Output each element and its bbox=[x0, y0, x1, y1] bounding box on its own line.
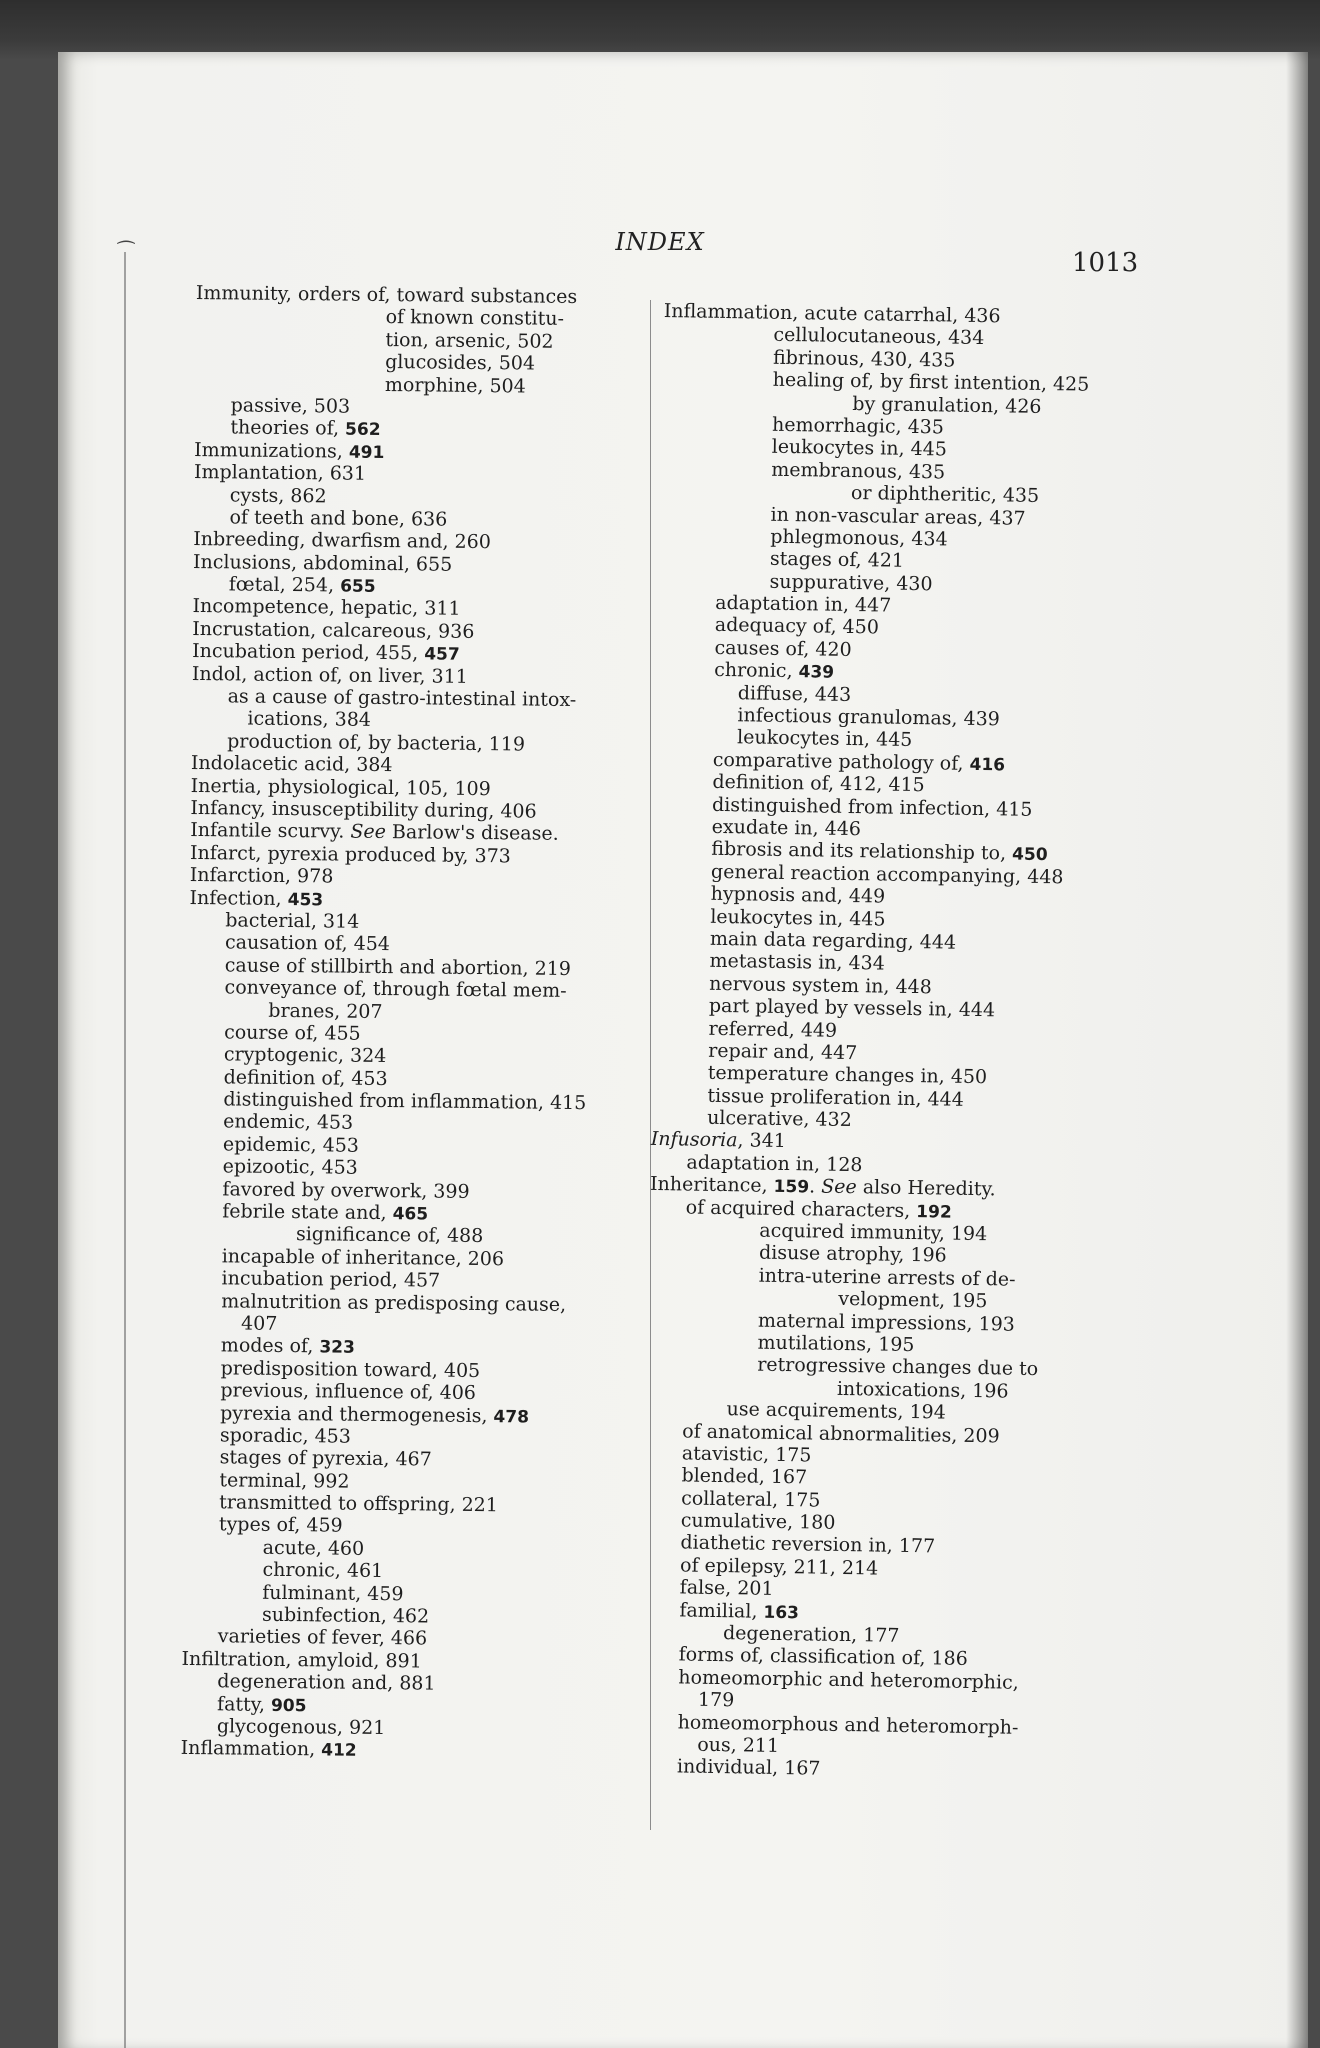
entry-text: leukocytes in, 445 bbox=[736, 726, 913, 752]
entry-text: Incrustation, calcareous, 936 bbox=[192, 617, 475, 643]
entry-text: conveyance of, through fœtal mem- bbox=[224, 976, 567, 1003]
entry-text: febrile state and, bbox=[222, 1200, 393, 1225]
entry-text: production of, by bacteria, 119 bbox=[227, 730, 526, 756]
entry-text: exudate in, 446 bbox=[711, 815, 862, 841]
entry-text: 179 bbox=[697, 1688, 735, 1712]
index-entry bbox=[188, 976, 648, 1003]
entry-text: incubation period, 457 bbox=[221, 1267, 441, 1292]
entry-text: of known constitu- bbox=[385, 306, 565, 331]
entry-text: temperature changes in, 450 bbox=[707, 1062, 988, 1089]
entry-text: adaptation in, 128 bbox=[686, 1151, 863, 1177]
page-number: 1013 bbox=[1072, 248, 1139, 278]
entry-text: infectious granulomas, 439 bbox=[737, 704, 1001, 731]
entry-text: branes, 207 bbox=[268, 999, 383, 1023]
page-gutter-edge bbox=[124, 252, 126, 2048]
entry-text: types of, 459 bbox=[218, 1513, 343, 1538]
entry-text: malnutrition as predisposing cause, bbox=[221, 1289, 567, 1316]
entry-text: fibrosis and its relationship to, bbox=[711, 838, 1013, 865]
running-head: INDEX bbox=[615, 228, 705, 256]
entry-text: Incompetence, hepatic, 311 bbox=[192, 595, 461, 621]
entry-text: diffuse, 443 bbox=[737, 681, 852, 706]
entry-text: adaptation in, 447 bbox=[715, 591, 892, 617]
entry-text: retrogressive changes due to bbox=[757, 1353, 1039, 1381]
entry-text: acute, 460 bbox=[262, 1536, 365, 1560]
entry-text: incapable of inheritance, 206 bbox=[221, 1245, 505, 1271]
entry-bold-page: 905 bbox=[270, 1695, 307, 1716]
entry-text: , 341 bbox=[737, 1129, 787, 1153]
entry-text: cumulative, 180 bbox=[680, 1509, 836, 1534]
entry-text: membranous, 435 bbox=[771, 458, 946, 484]
entry-text: repair and, 447 bbox=[708, 1039, 858, 1065]
entry-text: Inclusions, abdominal, 655 bbox=[192, 550, 453, 576]
entry-text: also Heredity. bbox=[856, 1176, 996, 1201]
entry-text: nervous system in, 448 bbox=[709, 972, 933, 999]
entry-text: epidemic, 453 bbox=[222, 1133, 360, 1157]
entry-text: definition of, 453 bbox=[223, 1066, 388, 1090]
entry-text: maternal impressions, 193 bbox=[757, 1309, 1016, 1336]
entry-text: Inflammation, bbox=[180, 1737, 322, 1761]
entry-bold-page: 562 bbox=[344, 419, 381, 441]
entry-bold-page: 450 bbox=[1011, 844, 1048, 866]
entry-text: suppurative, 430 bbox=[769, 570, 933, 595]
entry-text: Indolacetic acid, 384 bbox=[190, 752, 393, 777]
entry-text: tissue proliferation in, 444 bbox=[707, 1084, 964, 1111]
entry-text: mutilations, 195 bbox=[757, 1331, 915, 1357]
entry-bold-page: 655 bbox=[340, 576, 376, 597]
entry-text: intoxications, 196 bbox=[836, 1377, 1009, 1403]
entry-text: Inbreeding, dwarfism and, 260 bbox=[193, 528, 491, 554]
index-column-left bbox=[181, 282, 656, 1765]
entry-text: atavistic, 175 bbox=[681, 1442, 812, 1467]
entry-bold-page: 412 bbox=[321, 1740, 357, 1762]
entry-text: pyrexia and thermogenesis, bbox=[220, 1401, 494, 1427]
entry-text: glucosides, 504 bbox=[385, 351, 536, 375]
entry-text: morphine, 504 bbox=[384, 373, 526, 398]
entry-text: previous, influence of, 406 bbox=[220, 1379, 477, 1405]
entry-italic-text: See bbox=[350, 821, 387, 844]
entry-text: chronic, 461 bbox=[262, 1559, 384, 1583]
entry-text: blended, 167 bbox=[681, 1464, 808, 1489]
entry-text: diathetic reversion in, 177 bbox=[680, 1531, 936, 1558]
entry-bold-page: 159 bbox=[773, 1177, 810, 1198]
entry-text: Infarct, pyrexia produced by, 373 bbox=[189, 841, 511, 868]
entry-italic-text: Infusoria bbox=[650, 1128, 738, 1152]
entry-bold-page: 163 bbox=[763, 1602, 800, 1623]
entry-text: leukocytes in, 445 bbox=[710, 905, 886, 931]
entry-bold-page: 491 bbox=[348, 442, 385, 463]
entry-text: modes of, bbox=[220, 1334, 320, 1358]
entry-text: in non-vascular areas, 437 bbox=[770, 503, 1026, 530]
entry-text: use acquirements, 194 bbox=[726, 1398, 947, 1424]
entry-text: of epilepsy, 211, 214 bbox=[679, 1554, 879, 1580]
entry-text: homeomorphic and heteromorphic, bbox=[678, 1666, 1019, 1694]
entry-text: transmitted to offspring, 221 bbox=[219, 1491, 499, 1517]
entry-text: distinguished from inflammation, 415 bbox=[223, 1088, 587, 1115]
entry-text: cryptogenic, 324 bbox=[223, 1043, 387, 1068]
entry-text: Implantation, 631 bbox=[193, 461, 367, 485]
entry-text: metastasis in, 434 bbox=[709, 950, 885, 975]
entry-text: epizootic, 453 bbox=[222, 1155, 358, 1179]
entry-bold-page: 453 bbox=[287, 889, 324, 910]
entry-text: glycogenous, 921 bbox=[216, 1715, 386, 1740]
entry-text: of teeth and bone, 636 bbox=[229, 506, 448, 531]
entry-text: false, 201 bbox=[679, 1576, 774, 1601]
entry-text: referred, 449 bbox=[708, 1017, 838, 1042]
entry-bold-page: 465 bbox=[392, 1204, 429, 1225]
entry-text: Infancy, insusceptibility during, 406 bbox=[190, 796, 537, 823]
entry-text: passive, 503 bbox=[230, 394, 351, 418]
entry-text: degeneration and, 881 bbox=[217, 1670, 436, 1695]
index-entry bbox=[181, 1737, 641, 1764]
entry-text: Barlow's disease. bbox=[385, 821, 559, 846]
entry-text: healing of, by first intention, 425 bbox=[772, 368, 1090, 396]
entry-text: definition of, 412, 415 bbox=[712, 771, 925, 797]
entry-text: fatty, bbox=[216, 1692, 272, 1716]
index-entry bbox=[183, 1513, 643, 1540]
entry-text: general reaction accompanying, 448 bbox=[710, 860, 1064, 889]
entry-text: chronic, bbox=[714, 659, 799, 683]
entry-text: hypnosis and, 449 bbox=[710, 882, 886, 908]
entry-text: Infiltration, amyloid, 891 bbox=[181, 1647, 422, 1673]
entry-text: Inheritance, bbox=[649, 1173, 774, 1198]
entry-text: homeomorphous and heteromorph- bbox=[677, 1711, 1019, 1739]
entry-text: part played by vessels in, 444 bbox=[708, 994, 996, 1022]
entry-bold-page: 478 bbox=[493, 1406, 530, 1428]
entry-text: Infection, bbox=[189, 886, 288, 910]
entry-text: causation of, 454 bbox=[224, 931, 391, 956]
entry-text: endemic, 453 bbox=[223, 1110, 354, 1135]
entry-text: main data regarding, 444 bbox=[709, 927, 957, 954]
entry-text: Inertia, physiological, 105, 109 bbox=[190, 774, 491, 800]
entry-text: distinguished from infection, 415 bbox=[711, 793, 1033, 821]
entry-text: ulcerative, 432 bbox=[706, 1106, 852, 1132]
entry-text: fibrinous, 430, 435 bbox=[772, 346, 956, 372]
gutter-mark: ⁀ bbox=[118, 240, 135, 264]
entry-text: phlegmonous, 434 bbox=[770, 525, 948, 551]
entry-text: cause of stillbirth and abortion, 219 bbox=[224, 954, 572, 980]
entry-text: stages of, 421 bbox=[769, 547, 905, 573]
entry-text: . bbox=[808, 1175, 822, 1198]
entry-text: acquired immunity, 194 bbox=[759, 1219, 988, 1246]
entry-text: Indol, action of, on liver, 311 bbox=[191, 662, 468, 688]
entry-text: significance of, 488 bbox=[295, 1223, 484, 1248]
entry-text: forms of, classification of, 186 bbox=[678, 1643, 968, 1671]
entry-text: by granulation, 426 bbox=[852, 392, 1042, 418]
entry-text: adequacy of, 450 bbox=[714, 614, 880, 639]
entry-text: varieties of fever, 466 bbox=[217, 1625, 428, 1650]
entry-text: ications, 384 bbox=[247, 707, 372, 732]
entry-text: theories of, bbox=[230, 416, 346, 440]
entry-text: velopment, 195 bbox=[838, 1288, 988, 1313]
entry-text: Infarction, 978 bbox=[189, 864, 334, 888]
entry-text: cellulocutaneous, 434 bbox=[773, 324, 985, 350]
entry-text: of acquired characters, bbox=[685, 1196, 917, 1222]
entry-bold-page: 323 bbox=[319, 1337, 355, 1359]
entry-italic-text: See bbox=[821, 1175, 857, 1199]
entry-text: Immunizations, bbox=[194, 438, 350, 463]
entry-text: causes of, 420 bbox=[714, 636, 852, 661]
entry-text: cysts, 862 bbox=[229, 483, 327, 507]
entry-text: Inflammation, acute catarrhal, 436 bbox=[663, 300, 1001, 328]
entry-text: Immunity, orders of, toward substances bbox=[195, 282, 578, 308]
entry-text: as a cause of gastro-intestinal intox- bbox=[227, 685, 577, 712]
entry-text: terminal, 992 bbox=[219, 1469, 350, 1493]
entry-text: degeneration, 177 bbox=[722, 1622, 900, 1647]
entry-text: fulminant, 459 bbox=[262, 1581, 404, 1605]
entry-text: fœtal, 254, bbox=[228, 573, 341, 597]
entry-text: Infantile scurvy. bbox=[190, 819, 351, 844]
entry-text: disuse atrophy, 196 bbox=[758, 1242, 947, 1267]
entry-text: Incubation period, 455, bbox=[192, 640, 425, 665]
entry-text: intra-uterine arrests of de- bbox=[758, 1264, 1016, 1291]
entry-text: subinfection, 462 bbox=[261, 1603, 430, 1628]
entry-text: favored by overwork, 399 bbox=[222, 1177, 470, 1203]
entry-text: 407 bbox=[240, 1312, 278, 1335]
entry-text: hemorrhagic, 435 bbox=[771, 413, 945, 439]
index-column-right bbox=[641, 300, 1124, 1785]
entry-text: familial, bbox=[679, 1599, 764, 1623]
entry-bold-page: 416 bbox=[969, 754, 1006, 776]
entry-text: leukocytes in, 445 bbox=[771, 436, 948, 461]
entry-text: sporadic, 453 bbox=[219, 1424, 352, 1448]
entry-text: comparative pathology of, bbox=[712, 748, 970, 775]
entry-text: or diphtheritic, 435 bbox=[850, 482, 1040, 508]
entry-bold-page: 457 bbox=[424, 644, 460, 666]
entry-text: predisposition toward, 405 bbox=[220, 1357, 481, 1382]
entry-bold-page: 192 bbox=[916, 1201, 952, 1223]
entry-text: individual, 167 bbox=[676, 1755, 821, 1781]
entry-text: ous, 211 bbox=[697, 1733, 780, 1757]
entry-text: course of, 455 bbox=[224, 1021, 361, 1045]
entry-text: tion, arsenic, 502 bbox=[385, 328, 554, 353]
entry-text: bacterial, 314 bbox=[225, 909, 360, 933]
entry-text: collateral, 175 bbox=[681, 1487, 821, 1512]
entry-text: of anatomical abnormalities, 209 bbox=[682, 1419, 1000, 1447]
entry-text: stages of pyrexia, 467 bbox=[219, 1446, 432, 1471]
entry-bold-page: 439 bbox=[798, 662, 835, 683]
